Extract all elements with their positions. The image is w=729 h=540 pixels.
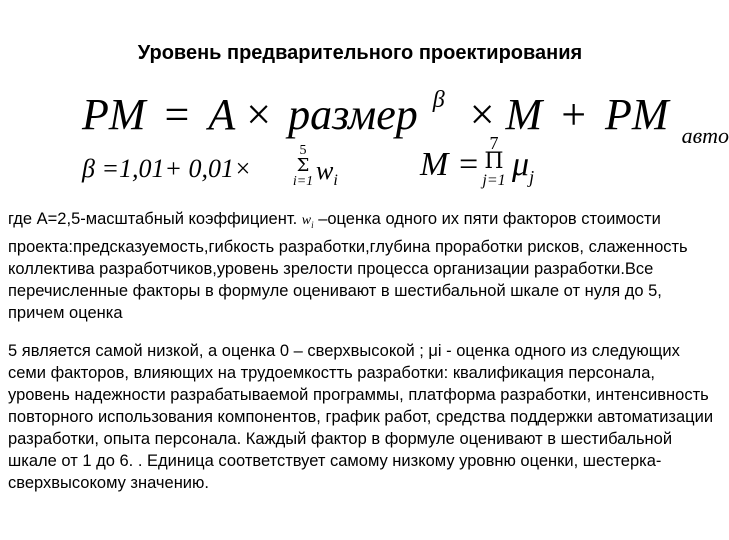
m-expression: M = <box>420 146 480 183</box>
m-formula <box>420 134 580 200</box>
w-i-term <box>316 156 338 190</box>
mu-j-term <box>512 146 534 188</box>
wi-inline-symbol <box>302 213 314 228</box>
product-operator <box>482 134 506 190</box>
sigma-sign: Σ <box>296 155 310 176</box>
times-sign-2: × <box>469 90 495 139</box>
beta-exponent: β <box>432 87 445 113</box>
pm-symbol: PM <box>82 90 146 139</box>
product-upper-limit: 7 <box>489 133 499 153</box>
m-symbol: M <box>505 90 543 139</box>
pm-avto-symbol: PM <box>605 90 669 139</box>
mu-symbol: μ <box>512 146 530 183</box>
mu-subscript: j <box>529 166 535 187</box>
w-symbol: w <box>316 156 334 185</box>
a-symbol: A <box>208 90 236 139</box>
times-sign: × <box>246 90 272 139</box>
paragraph-coefficients <box>8 208 714 324</box>
w-subscript: i <box>333 172 338 190</box>
equals-sign: = <box>164 90 190 139</box>
plus-sign: + <box>561 90 587 139</box>
avto-subscript: авто <box>681 123 729 148</box>
beta-formula <box>82 140 382 200</box>
slide-title: Уровень предварительного проектирования <box>137 42 583 64</box>
wi-inline-sub: i <box>311 219 314 230</box>
wi-inline-w: w <box>301 213 312 228</box>
para1-text-end: –оценка одного их пяти факторов стоимости проекта:предсказуемость,гибкость разработки,глубина проработки рисков, слаженность коллектива разработчиков,уровень зрелости процесса организации разработки.Все перечисленные факторы в формуле оценивают в шестибальной шкале от нуля до 5, причем оценка <box>8 210 688 322</box>
product-lower-limit: j=1 <box>482 172 506 189</box>
sum-upper-limit: 5 <box>299 143 307 158</box>
beta-expression: β =1,01+ 0,01× <box>82 154 252 183</box>
para1-text-start: где А=2,5-масштабный коэффициент. <box>8 210 302 228</box>
sum-operator <box>290 144 316 190</box>
pm-formula <box>82 87 729 148</box>
sum-lower-limit: i=1 <box>292 174 314 189</box>
paragraph-factors: 5 является самой низкой, а оценка 0 – сверхвысокой ; μi - оценка одного из следующих семи факторов, влияющих на трудоемкостть разработки: квалификация персонала, уровень надежности разрабатываемой программы, платформа разработки, интенсивность повторного использования компонентов, график работ, средства поддержки автоматизации разработки, опыта персонала. Каждый фактор в формуле оценивают в шестибальной шкале от 1 до 6. . Единица соответствует самому низкому уровню оценки, шестерка-сверхвысокому значению. <box>8 342 714 492</box>
razmer-term: размер <box>288 90 418 139</box>
pi-sign: Π <box>484 149 504 174</box>
